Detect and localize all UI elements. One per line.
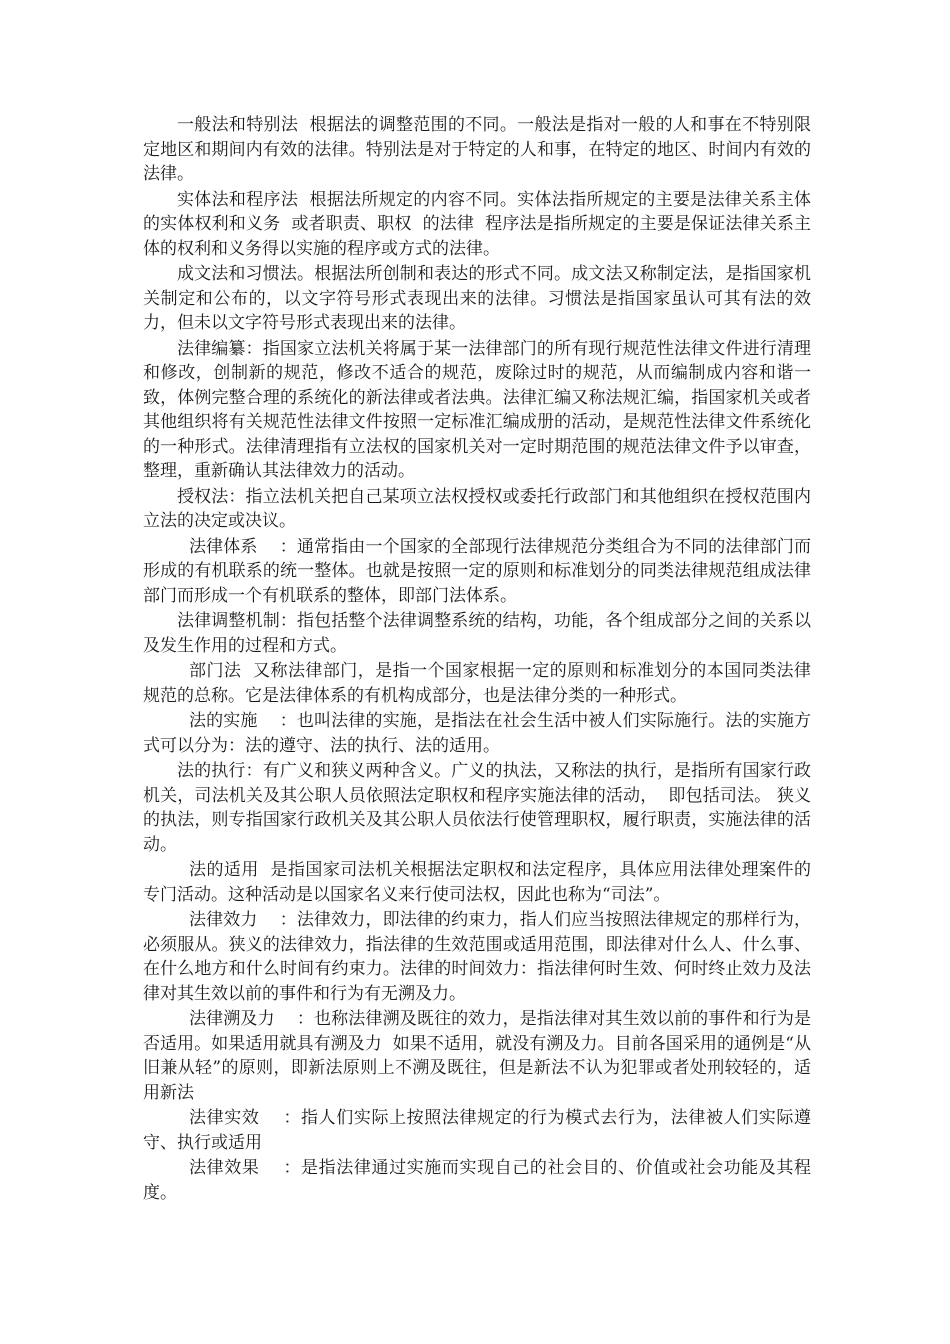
paragraph-legal-effect: 法律效力 ：法律效力，即法律的约束力，指人们应当按照法律规定的那样行为，必须服从。狭义的法律效力，指法律的生效范围或适用范围，即法律对什么人、什么事、在什么地方和什么时间有约束力。法律的时间效力：指法律何时生效、何时终止效力及法律对其生效以前的事件和行为有无溯及力。 [143, 910, 811, 1004]
paragraph-law-implementation: 法的实施 ：也叫法律的实施，是指法在社会生活中被人们实际施行。法的实施方式可以分为：法的遵守、法的执行、法的适用。 [143, 711, 811, 756]
paragraph-legal-adjustment-mechanism: 法律调整机制：指包括整个法律调整系统的结构，功能，各个组成部分之间的关系以及发生作用的过程和方式。 [143, 611, 811, 656]
paragraph-law-application: 法的适用 是指国家司法机关根据法定职权和法定程序，具体应用法律处理案件的专门活动。这种活动是以国家名义来行使司法权，因此也称为“司法”。 [143, 860, 811, 905]
document-body [143, 113, 811, 1206]
paragraph-written-customary-law: 成文法和习惯法。根据法所创制和表达的形式不同。成文法又称制定法，是指国家机关制定和公布的，以文字符号形式表现出来的法律。习惯法是指国家虽认可其有法的效力，但未以文字符号形式表现出来的法律。 [143, 264, 811, 333]
paragraph-retroactivity: 法律溯及力 ：也称法律溯及既往的效力，是指法律对其生效以前的事件和行为是否适用。如果适用就具有溯及力 如果不适用，就没有溯及力。目前各国采用的通例是“从旧兼从轻”的原则，即新法原则上不溯及既往，但是新法不认为犯罪或者处刑较轻的，适用新法 [143, 1009, 811, 1103]
paragraph-legal-codification: 法律编纂：指国家立法机关将属于某一法律部门的所有现行规范性法律文件进行清理和修改，创制新的规范，修改不适合的规范，废除过时的规范，从而编制成内容和谐一致，体例完整合理的系统化的新法律或者法典。法律汇编又称法规汇编，指国家机关或者其他组织将有关规范性法律文件按照一定标准汇编成册的活动，是规范性法律文件系统化的一种形式。法律清理指有立法权的国家机关对一定时期范围的规范法律文件予以审查，整理，重新确认其法律效力的活动。 [143, 338, 811, 481]
paragraph-law-enforcement: 法的执行：有广义和狭义两种含义。广义的执法，又称法的执行，是指所有国家行政机关，司法机关及其公职人员依照法定职权和程序实施法律的活动， 即包括司法。 狭义的执法，则专指国家行政机关及其公职人员依法行使管理职权，履行职责，实施法律的活动。 [143, 761, 811, 855]
paragraph-legal-outcome: 法律效果 ：是指法律通过实施而实现自己的社会目的、价值或社会功能及其程度。 [143, 1158, 811, 1203]
paragraph-general-special-law: 一般法和特别法 根据法的调整范围的不同。一般法是指对一般的人和事在不特别限定地区和期间内有效的法律。特别法是对于特定的人和事，在特定的地区、时间内有效的法律。 [143, 115, 811, 184]
paragraph-authorized-legislation: 授权法：指立法机关把自己某项立法权授权或委托行政部门和其他组织在授权范围内立法的决定或决议。 [143, 486, 811, 531]
paragraph-legal-system: 法律体系 ：通常指由一个国家的全部现行法律规范分类组合为不同的法律部门而形成的有机联系的统一整体。也就是按照一定的原则和标准划分的同类法律规范组成法律部门而形成一个有机联系的整体，即部门法体系。 [143, 536, 811, 606]
paragraph-legal-efficacy: 法律实效 ：指人们实际上按照法律规定的行为模式去行为，法律被人们实际遵守、执行或适用 [143, 1108, 811, 1153]
paragraph-substantive-procedural-law: 实体法和程序法 根据法所规定的内容不同。实体法指所规定的主要是法律关系主体的实体权利和义务 或者职责、职权 的法律 程序法是指所规定的主要是保证法律关系主体的权利和义务得以实施的程序或方式的法律。 [143, 189, 811, 259]
paragraph-legal-department: 部门法 又称法律部门，是指一个国家根据一定的原则和标准划分的本国同类法律规范的总称。它是法律体系的有机构成部分，也是法律分类的一种形式。 [143, 661, 811, 706]
